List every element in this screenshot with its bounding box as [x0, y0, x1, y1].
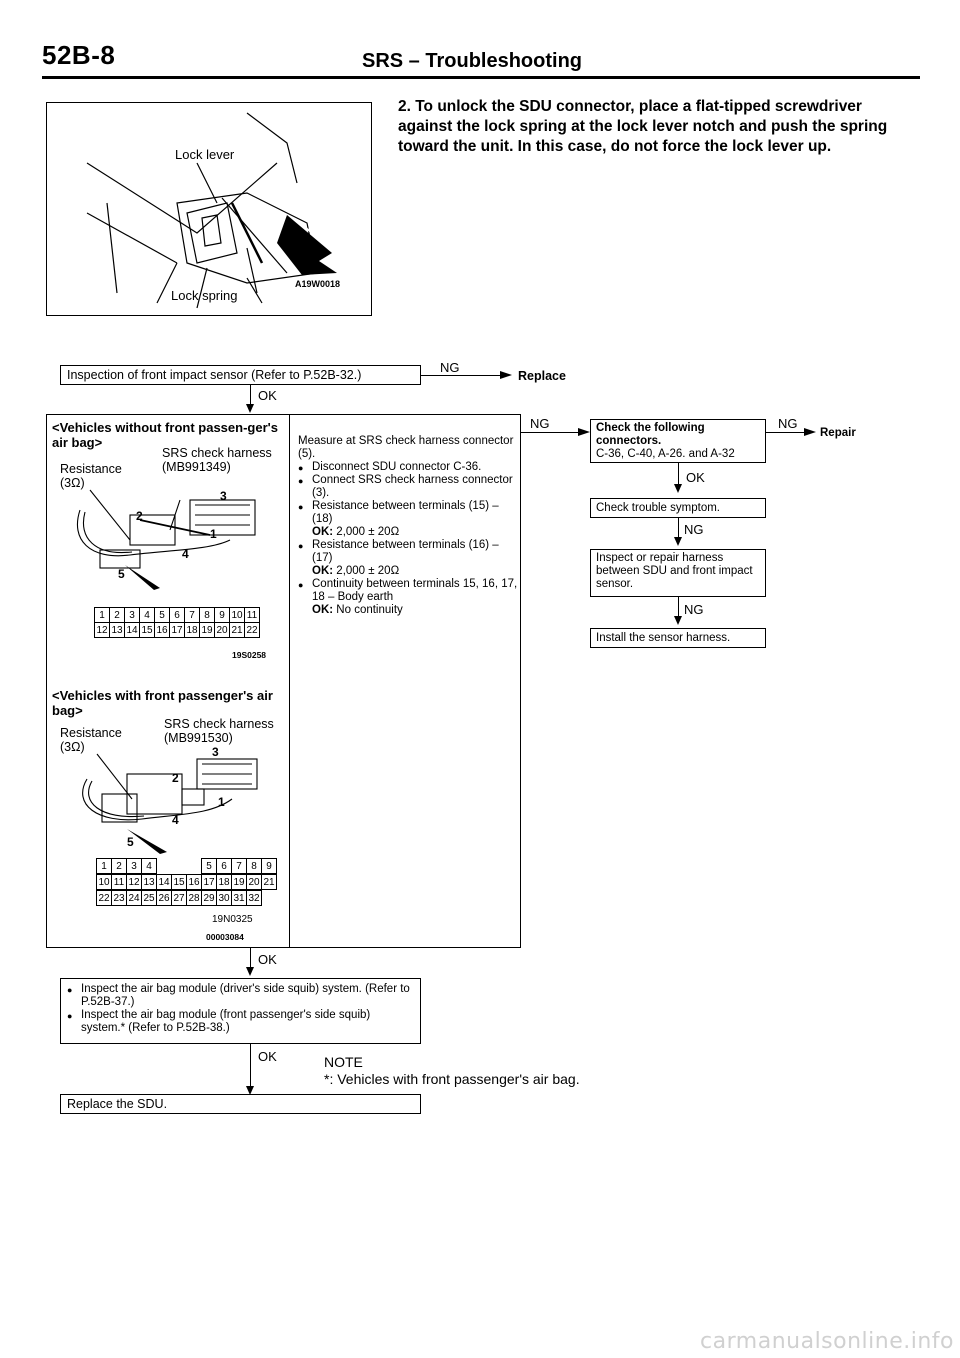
lock-spring-label: Lock spring [171, 288, 238, 303]
terminal: 23 [113, 892, 125, 904]
terminal: 5 [155, 608, 170, 623]
callout-1b: 1 [218, 795, 225, 809]
terminal: 6 [217, 859, 232, 874]
terminal: 16 [188, 876, 200, 888]
arrow-ok3 [246, 967, 254, 976]
callout-2: 2 [136, 509, 143, 523]
terminal: 15 [173, 876, 185, 888]
harness-illustration-1 [70, 480, 270, 590]
terminal: 19 [233, 876, 245, 888]
terminal-grid-2c [96, 890, 262, 906]
terminal: 21 [263, 876, 275, 888]
terminal: 22 [98, 892, 110, 904]
terminal: 27 [173, 892, 185, 904]
connector-ng5 [678, 597, 679, 617]
measure-intro: Measure at SRS check harness connector (5). [298, 435, 514, 460]
instruction-text: 2. To unlock the SDU connector, place a flat-tipped screwdriver against the lock spring at the lock lever notch and push the spring toward the unit. In this case, do not force the lock lever up. [398, 98, 888, 155]
terminal: 24 [128, 892, 140, 904]
measure-item [298, 539, 520, 578]
terminal: 31 [233, 892, 245, 904]
terminal: 12 [96, 624, 108, 636]
connector-ng4 [678, 518, 679, 538]
callout-5: 5 [118, 567, 125, 581]
code-19s0258: 19S0258 [232, 650, 267, 660]
terminal: 30 [218, 892, 230, 904]
callout-3b: 3 [212, 745, 219, 759]
arrow-ok1 [246, 404, 254, 413]
terminal: 9 [262, 859, 277, 874]
airbag-item [67, 1009, 414, 1035]
measure-item-text: Disconnect SDU connector C-36. [312, 461, 482, 473]
measure-item-text: Connect SRS check harness connector (3). [312, 474, 513, 499]
terminal: 16 [156, 624, 168, 636]
check-connectors-box [590, 419, 766, 463]
figure-lock-lever [46, 102, 372, 316]
callout-3: 3 [220, 489, 227, 503]
terminal: 28 [188, 892, 200, 904]
code-19n0325: 19N0325 [212, 914, 253, 925]
page-number: 52B-8 [42, 40, 116, 70]
terminal: 12 [128, 876, 140, 888]
check-trouble-text: Check trouble symptom. [596, 502, 720, 514]
arrow-ok2 [674, 484, 682, 493]
connector-ng2 [521, 432, 581, 433]
ng4-label: NG [684, 522, 704, 537]
lock-lever-label: Lock lever [175, 147, 235, 162]
terminal: 29 [203, 892, 215, 904]
ok2-label: OK [686, 470, 705, 485]
connector-ok2 [678, 463, 679, 485]
measure-item [298, 474, 520, 500]
measure-item [298, 461, 520, 474]
terminal: 18 [186, 624, 198, 636]
arrow-ng3 [804, 428, 816, 436]
terminal: 13 [111, 624, 123, 636]
terminal: 7 [232, 859, 247, 874]
page-title: SRS – Troubleshooting [362, 50, 583, 72]
terminal: 15 [141, 624, 153, 636]
check-connectors-list: C-36, C-40, A-26. and A-32 [596, 448, 735, 460]
terminal: 1 [95, 608, 110, 623]
callout-5b: 5 [127, 835, 134, 849]
measure-list [298, 461, 520, 617]
install-harness-box [590, 628, 766, 648]
arrow-ng4 [674, 537, 682, 546]
terminal: 3 [127, 859, 142, 874]
ok3-label: OK [258, 952, 277, 967]
terminal: 14 [126, 624, 138, 636]
ok-value: 2,000 ± 20Ω [336, 526, 400, 538]
inspect-sensor-text: Inspection of front impact sensor (Refer to P.52B-32.) [67, 368, 362, 382]
measure-item [298, 578, 520, 617]
measure-item-text: Continuity between terminals 15, 16, 17, 18 – Body earth [312, 578, 518, 603]
connector-ok3 [250, 948, 251, 968]
arrow-ng5 [674, 616, 682, 625]
resistance-label-2: Resistance (3Ω) [60, 726, 122, 754]
terminal: 6 [170, 608, 185, 623]
connector-ok1 [250, 385, 251, 405]
terminal: 10 [98, 876, 110, 888]
ng1-label: NG [440, 360, 460, 375]
connector-ok4 [250, 1044, 251, 1088]
arrow-ng2 [578, 428, 590, 436]
terminal: 18 [218, 876, 230, 888]
terminal: 10 [231, 609, 243, 621]
terminal: 19 [201, 624, 213, 636]
terminal-grid-2b [96, 874, 277, 890]
terminal: 8 [247, 859, 262, 874]
airbag-item-text: Inspect the air bag module (front passenger's side squib) system.* (Refer to P.52B-38.) [81, 1009, 371, 1034]
ng2-label: NG [530, 416, 550, 431]
replace-sdu-box [60, 1094, 421, 1114]
terminal: 5 [202, 859, 217, 874]
watermark: carmanualsonline.info [700, 1329, 954, 1354]
terminal: 21 [231, 624, 243, 636]
terminal [157, 859, 202, 874]
check-connectors-title: Check the following connectors. [596, 422, 705, 447]
terminal-grid-1 [94, 607, 260, 638]
terminal: 26 [158, 892, 170, 904]
ng3-label: NG [778, 416, 798, 431]
terminal: 2 [112, 859, 127, 874]
ok-label: OK: [312, 604, 334, 616]
ok-label: OK: [312, 565, 334, 577]
inspect-sensor-box [60, 365, 421, 385]
terminal: 1 [97, 859, 112, 874]
ok4-label: OK [258, 1049, 277, 1064]
terminal: 25 [143, 892, 155, 904]
terminal: 17 [171, 624, 183, 636]
terminal: 3 [125, 608, 140, 623]
terminal: 11 [245, 608, 260, 623]
measure-item-text: Resistance between terminals (16) – (17) [312, 539, 499, 564]
terminal: 11 [112, 875, 127, 890]
without-tool-label: SRS check harness (MB991349) [162, 446, 272, 474]
terminal: 4 [142, 859, 157, 874]
with-passenger-title: <Vehicles with front passenger's air bag> [52, 688, 273, 718]
terminal: 13 [143, 876, 155, 888]
replace-label: Replace [518, 369, 566, 383]
without-passenger-title: <Vehicles without front passen-ger's air bag> [52, 420, 278, 450]
measure-divider [289, 414, 290, 948]
arrow-ng1 [500, 371, 512, 379]
callout-2b: 2 [172, 771, 179, 785]
code-00003084: 00003084 [206, 932, 244, 942]
repair-label: Repair [820, 427, 856, 439]
terminal: 7 [185, 608, 200, 623]
measure-item [298, 500, 520, 539]
ng5-label: NG [684, 602, 704, 617]
callout-4b: 4 [172, 813, 179, 827]
terminal: 4 [140, 608, 155, 623]
ok-value: No continuity [336, 604, 403, 616]
ok1-label: OK [258, 388, 277, 403]
inspect-harness-text: Inspect or repair harness between SDU and front impact sensor. [596, 552, 753, 590]
terminal: 22 [246, 624, 258, 636]
replace-sdu-text: Replace the SDU. [67, 1097, 168, 1111]
airbag-inspect-box [60, 978, 421, 1044]
with-tool-label: SRS check harness (MB991530) [164, 717, 274, 745]
harness-illustration-2 [72, 744, 272, 854]
callout-1: 1 [210, 527, 217, 541]
connector-ng1 [421, 375, 501, 376]
airbag-inspect-list [67, 983, 414, 1035]
terminal: 20 [216, 624, 228, 636]
terminal: 9 [215, 608, 230, 623]
airbag-item [67, 983, 414, 1009]
airbag-item-text: Inspect the air bag module (driver's side squib) system. (Refer to P.52B-37.) [81, 983, 410, 1008]
inspect-harness-box [590, 549, 766, 597]
terminal: 2 [110, 608, 125, 623]
terminal: 32 [248, 892, 260, 904]
terminal: 14 [158, 876, 170, 888]
measure-item-text: Resistance between terminals (15) – (18) [312, 500, 499, 525]
header-rule [42, 76, 920, 79]
terminal-grid-2a [96, 858, 277, 874]
terminal: 8 [200, 608, 215, 623]
install-harness-text: Install the sensor harness. [596, 632, 731, 644]
terminal: 17 [203, 876, 215, 888]
resistance-label-1: Resistance (3Ω) [60, 462, 122, 490]
ok-value: 2,000 ± 20Ω [336, 565, 400, 577]
note-title: NOTE [324, 1054, 363, 1070]
ok-label: OK: [312, 526, 334, 538]
connector-ng3 [766, 432, 806, 433]
note-text: *: Vehicles with front passenger's air bag. [324, 1071, 580, 1087]
figure-code: A19W0018 [295, 279, 341, 289]
terminal: 20 [248, 876, 260, 888]
check-trouble-box [590, 498, 766, 518]
callout-4: 4 [182, 547, 189, 561]
